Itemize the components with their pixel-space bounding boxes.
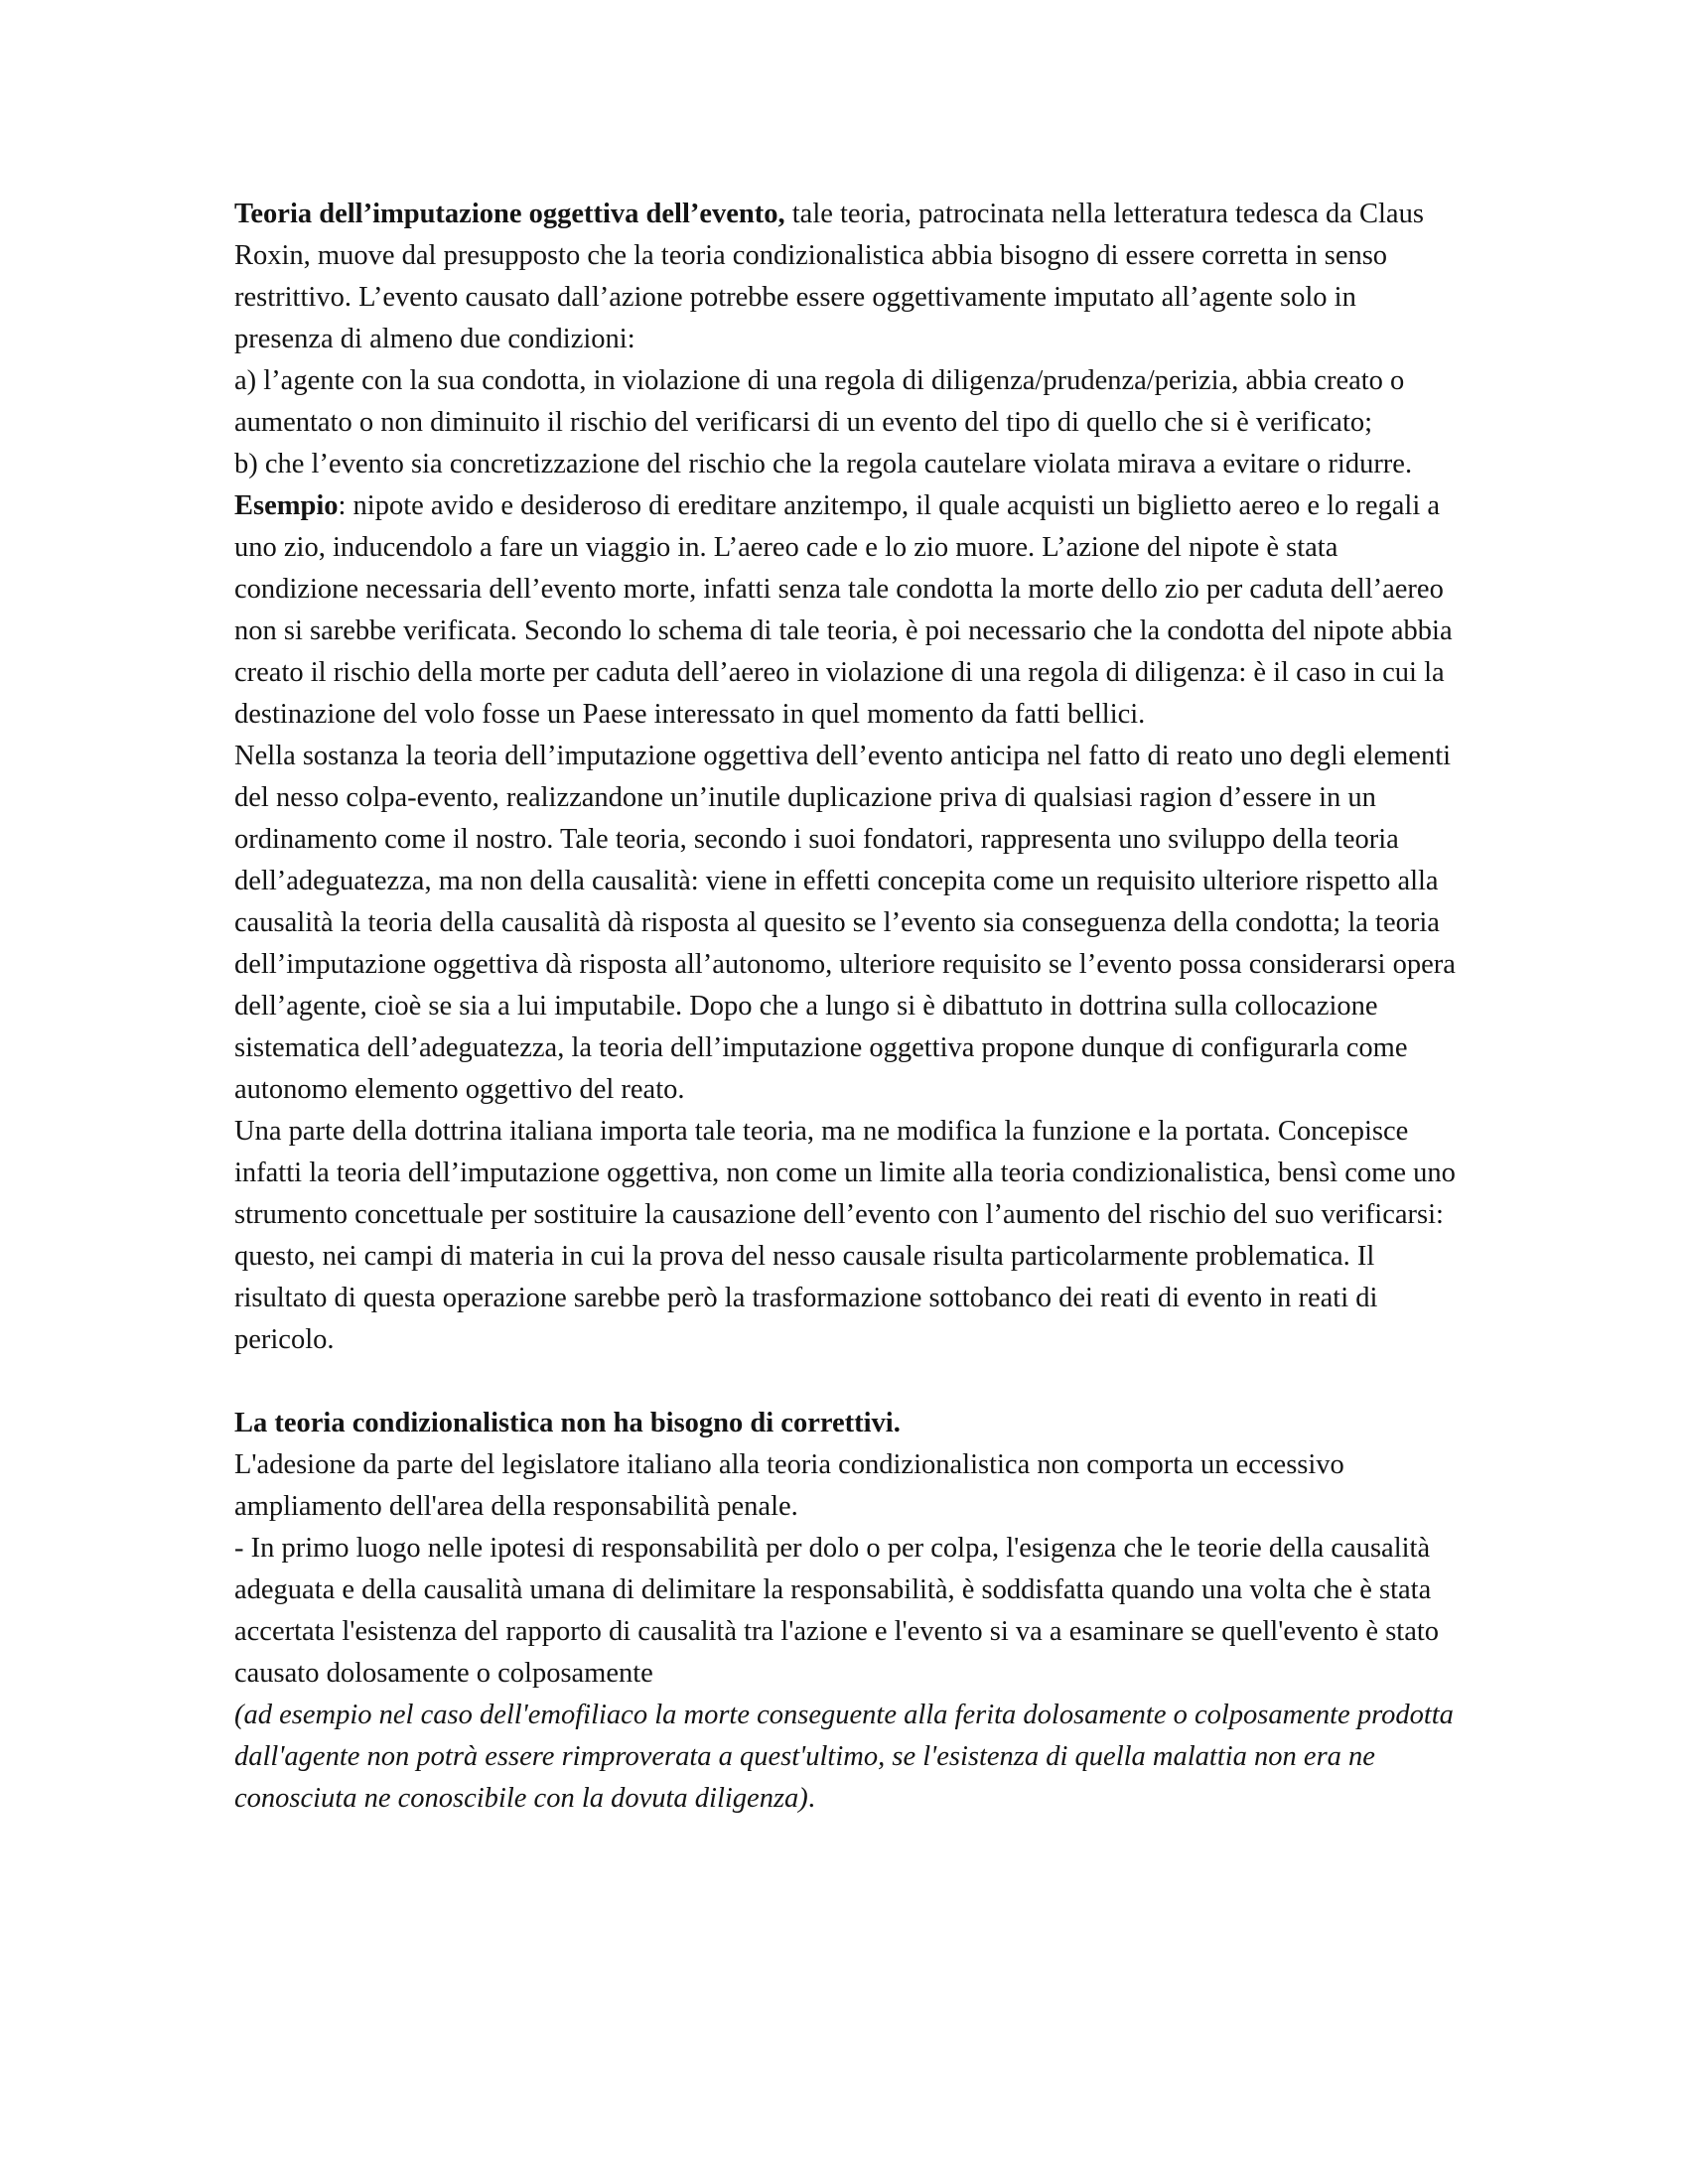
section-title-imputazione: Teoria dell’imputazione oggettiva dell’evento, [234,199,785,229]
intro-paragraph [234,194,1456,360]
example-label: Esempio [234,490,339,521]
condition-a-paragraph: a) l’agente con la sua condotta, in violazione di una regola di diligenza/prudenza/perizia, abbia creato o aumentato o non diminuito il rischio del verificarsi di un evento del tipo di quello che si è verificato; [234,365,1405,438]
condition-b-paragraph: b) che l’evento sia concretizzazione del rischio che la regola cautelare violata mirava a evitare o ridurre. [234,449,1413,479]
document-page [234,194,1456,1820]
emofiliaco-example-end: . [807,1783,815,1814]
first-point-paragraph: - In primo luogo nelle ipotesi di responsabilità per dolo o per colpa, l'esigenza che le teorie della causalità adeguata e della causalità umana di delimitare la responsabilità, è soddisfatta quando una volta che è stata accertata l'esistenza del rapporto di causalità tra l'azione e l'evento si va a esaminare se quell'evento è stato causato dolosamente o colposamente [234,1533,1440,1689]
blank-line [234,1361,1456,1403]
example-paragraph [234,485,1456,736]
emofiliaco-example-paragraph [234,1695,1456,1820]
example-text: : nipote avido e desideroso di ereditare anzitempo, il quale acquisti un biglietto aereo e lo regali a uno zio, inducendolo a fare un viaggio in. L’aereo cade e lo zio muore. L’azione del nipote è stata condizione necessaria dell’evento morte, infatti senza tale condotta la morte dello zio per caduta dell’aereo non si sarebbe verificata. Secondo lo schema di tale teoria, è poi necessario che la condotta del nipote abbia creato il rischio della morte per caduta dell’aereo in violazione di una regola di diligenza: è il caso in cui la destinazione del volo fosse un Paese interessato in quel momento da fatti bellici. [234,490,1453,730]
section-title-correttivi: La teoria condizionalistica non ha bisogno di correttivi. [234,1408,901,1438]
adhesion-paragraph: L'adesione da parte del legislatore italiano alla teoria condizionalistica non comporta un eccessivo ampliamento dell'area della responsabilità penale. [234,1449,1344,1522]
intro-text: tale teoria, patrocinata nella letteratura tedesca da Claus Roxin, muove dal presupposto che la teoria condizionalistica abbia bisogno di essere corretta in senso restrittivo. L’evento causato dall’azione potrebbe essere oggettivamente imputato all’agente solo in presenza di almeno due condizioni: [234,199,1424,354]
substance-paragraph: Nella sostanza la teoria dell’imputazione oggettiva dell’evento anticipa nel fatto di reato uno degli elementi del nesso colpa-evento, realizzandone un’inutile duplicazione priva di qualsiasi ragion d’essere in un ordinamento come il nostro. Tale teoria, secondo i suoi fondatori, rappresenta uno sviluppo della teoria dell’adeguatezza, ma non della causalità: viene in effetti concepita come un requisito ulteriore rispetto alla causalità la teoria della causalità dà risposta al quesito se l’evento sia conseguenza della condotta; la teoria dell’imputazione oggettiva dà risposta all’autonomo, ulteriore requisito se l’evento possa considerarsi opera dell’agente, cioè se sia a lui imputabile. Dopo che a lungo si è dibattuto in dottrina sulla collocazione sistematica dell’adeguatezza, la teoria dell’imputazione oggettiva propone dunque di configurarla come autonomo elemento oggettivo del reato. [234,741,1456,1105]
italian-doctrine-paragraph: Una parte della dottrina italiana importa tale teoria, ma ne modifica la funzione e la portata. Concepisce infatti la teoria dell’imputazione oggettiva, non come un limite alla teoria condizionalistica, bensì come uno strumento concettuale per sostituire la causazione dell’evento con l’aumento del rischio del suo verificarsi: questo, nei campi di materia in cui la prova del nesso causale risulta particolarmente problematica. Il risultato di questa operazione sarebbe però la trasformazione sottobanco dei reati di evento in reati di pericolo. [234,1116,1456,1355]
emofiliaco-example-text: (ad esempio nel caso dell'emofiliaco la morte conseguente alla ferita dolosamente o colposamente prodotta dall'agente non potrà essere rimproverata a quest'ultimo, se l'esistenza di quella malattia non era ne conosciuta ne conoscibile con la dovuta diligenza) [234,1700,1454,1814]
